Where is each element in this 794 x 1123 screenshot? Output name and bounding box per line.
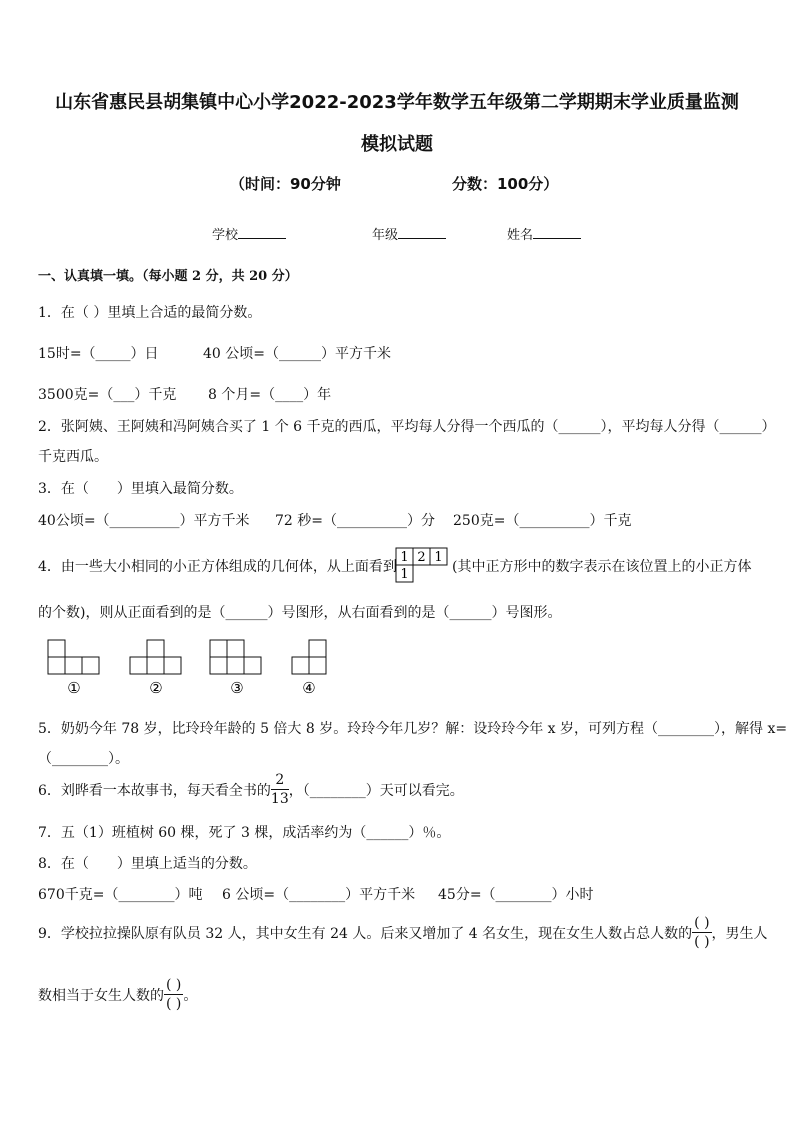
q6 <box>38 773 464 806</box>
q4-line1a: 4．由一些大小相同的小正方体组成的几何体，从上面看到 <box>38 559 397 575</box>
q1-stem: 1．在（ ）里填上合适的最简分数。 <box>38 305 262 321</box>
school-field <box>212 224 286 243</box>
q3-a[interactable]: 40公顷=（__________）平方千米 <box>38 513 250 529</box>
q9-fraction-2-num: ( ) <box>166 977 182 993</box>
q1-b[interactable]: 40 公顷=（______）平方千米 <box>203 346 391 362</box>
option-figure-3[interactable] <box>210 640 261 697</box>
q6-fraction <box>271 773 289 806</box>
q3-b[interactable]: 72 秒=（__________）分 <box>275 513 435 529</box>
q9-line1-a: 9．学校拉拉操队原有队员 32 人，其中女生有 24 人。后来又增加了 4 名女生，现在女生人数占总人数的 <box>38 925 693 942</box>
exam-time: （时间：90分钟 <box>230 175 341 193</box>
top-cell-3-value: 1 <box>434 550 443 565</box>
q9-fraction-2-den: ( ) <box>166 996 182 1012</box>
name-field <box>507 224 581 243</box>
q9-line2-end: 。 <box>183 987 198 1004</box>
grade-label: 年级 <box>372 228 399 243</box>
top-view-grid <box>394 546 450 586</box>
q5-line2[interactable]: （________）。 <box>38 751 129 767</box>
q9-fraction-2[interactable] <box>164 978 183 1011</box>
q1-d[interactable]: 8 个月=（____）年 <box>208 387 332 403</box>
q6-pre: 6．刘晔看一本故事书，每天看全书的 <box>38 782 271 799</box>
option-figure-4[interactable] <box>292 640 326 697</box>
q8-a[interactable]: 670千克=（________）吨 <box>38 887 203 903</box>
exam-score: 分数：100分） <box>452 175 559 193</box>
q4-options <box>38 630 338 700</box>
q3-c[interactable]: 250克=（__________）千克 <box>453 513 632 529</box>
grade-field <box>372 224 446 243</box>
q6-numerator: 2 <box>271 773 289 790</box>
option-label-3: ③ <box>230 679 244 697</box>
q1-a[interactable]: 15时=（_____）日 <box>38 346 159 362</box>
grade-blank[interactable] <box>398 226 446 239</box>
bottom-cell-1-value: 1 <box>400 567 409 582</box>
page-title-line2: 模拟试题 <box>361 134 433 155</box>
school-label: 学校 <box>212 228 239 243</box>
option-figure-2[interactable] <box>130 640 181 697</box>
option-label-1: ① <box>67 679 81 697</box>
name-label: 姓名 <box>507 228 534 243</box>
q9-line1 <box>38 916 768 949</box>
q5-line1[interactable]: 5．奶奶今年 78 岁，比玲玲年龄的 5 倍大 8 岁。玲玲今年几岁？解：设玲玲今年 x 岁，可列方程（________），解得 x= <box>38 721 788 737</box>
name-blank[interactable] <box>533 226 581 239</box>
q8-stem: 8．在（ ）里填上适当的分数。 <box>38 856 257 872</box>
q3-stem: 3．在（ ）里填入最简分数。 <box>38 481 243 497</box>
q4-line2[interactable]: 的个数)，则从正面看到的是（______）号图形，从右面看到的是（______）号图形。 <box>38 605 562 621</box>
top-cell-2-value: 2 <box>417 550 426 565</box>
page-title: 山东省惠民县胡集镇中心小学2022-2023学年数学五年级第二学期期末学业质量监测 <box>55 92 739 113</box>
q9-line2-text: 数相当于女生人数的 <box>38 987 164 1004</box>
q6-post[interactable]: ，（________）天可以看完。 <box>288 782 464 799</box>
school-blank[interactable] <box>238 226 286 239</box>
top-cell-1-value: 1 <box>400 550 409 565</box>
q1-c[interactable]: 3500克=（___）千克 <box>38 387 177 403</box>
option-figure-1[interactable] <box>48 640 99 697</box>
q2-line1[interactable]: 2．张阿姨、王阿姨和冯阿姨合买了 1 个 6 千克的西瓜，平均每人分得一个西瓜的（______），平均每人分得（______） <box>38 419 776 435</box>
option-label-2: ② <box>149 679 163 697</box>
q2-line2: 千克西瓜。 <box>38 449 108 465</box>
q9-fraction-1-num: ( ) <box>694 915 710 931</box>
q8-c[interactable]: 45分=（________）小时 <box>438 887 594 903</box>
q9-fraction-1[interactable] <box>692 916 711 949</box>
option-label-4: ④ <box>302 679 316 697</box>
q9-line2 <box>38 978 197 1011</box>
q4-line1b: (其中正方形中的数字表示在该位置上的小正方体 <box>452 559 752 575</box>
q7[interactable]: 7．五（1）班植树 60 棵，死了 3 棵，成活率约为（______）％。 <box>38 825 451 841</box>
q8-b[interactable]: 6 公顷=（________）平方千米 <box>222 887 416 903</box>
section-heading: 一、认真填一填。（每小题 2 分，共 20 分） <box>38 269 298 284</box>
q6-denominator: 13 <box>270 791 289 807</box>
q9-fraction-1-den: ( ) <box>694 934 710 950</box>
q9-line1-b: ，男生人 <box>711 925 768 942</box>
